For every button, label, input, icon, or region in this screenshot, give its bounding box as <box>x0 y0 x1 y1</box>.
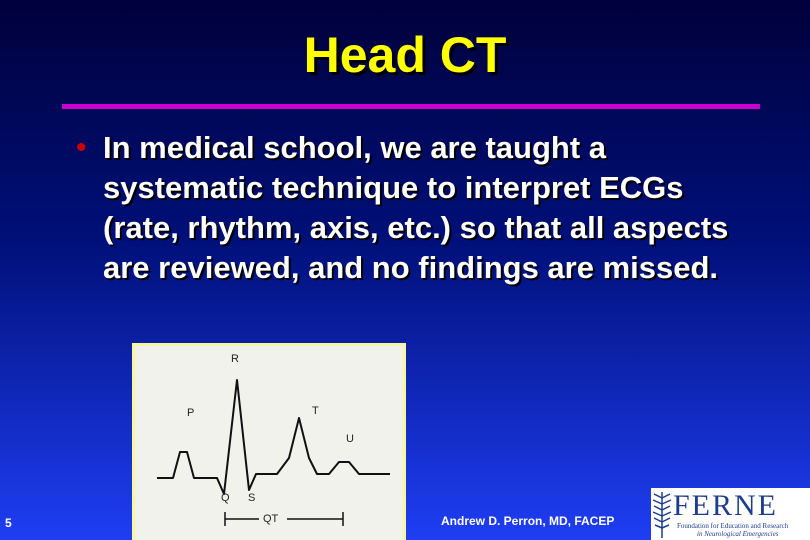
ferne-logo <box>651 488 810 540</box>
logo-subtitle: Foundation for Education and Research <box>677 522 789 530</box>
logo-wordmark: FERNE <box>673 489 779 522</box>
ecg-waveform-icon <box>135 346 403 540</box>
ecg-trace <box>157 380 390 494</box>
slide-title: Head CT <box>303 27 507 83</box>
ecg-label-s: S <box>248 492 256 504</box>
page-number: 5 <box>5 516 12 530</box>
ecg-label-r: R <box>231 353 239 365</box>
ecg-label-q: Q <box>221 492 230 504</box>
footer-author: Andrew D. Perron, MD, FACEP <box>441 514 615 528</box>
bullet-marker-icon: • <box>76 131 87 164</box>
ecg-label-t: T <box>312 405 319 417</box>
ecg-label-u: U <box>346 433 354 445</box>
ecg-diagram <box>132 343 406 540</box>
bullet-text: In medical school, we are taught a systematic technique to interpret ECGs (rate, rhythm, axis, etc.) so that all aspects are reviewed, and no findings are missed. <box>103 130 729 285</box>
logo-subtitle-2: in Neurological Emergencies <box>697 530 779 538</box>
ecg-label-qt: QT <box>263 513 279 525</box>
fern-leaf-icon <box>651 488 673 540</box>
title-divider <box>62 104 760 109</box>
ecg-label-p: P <box>187 407 195 419</box>
